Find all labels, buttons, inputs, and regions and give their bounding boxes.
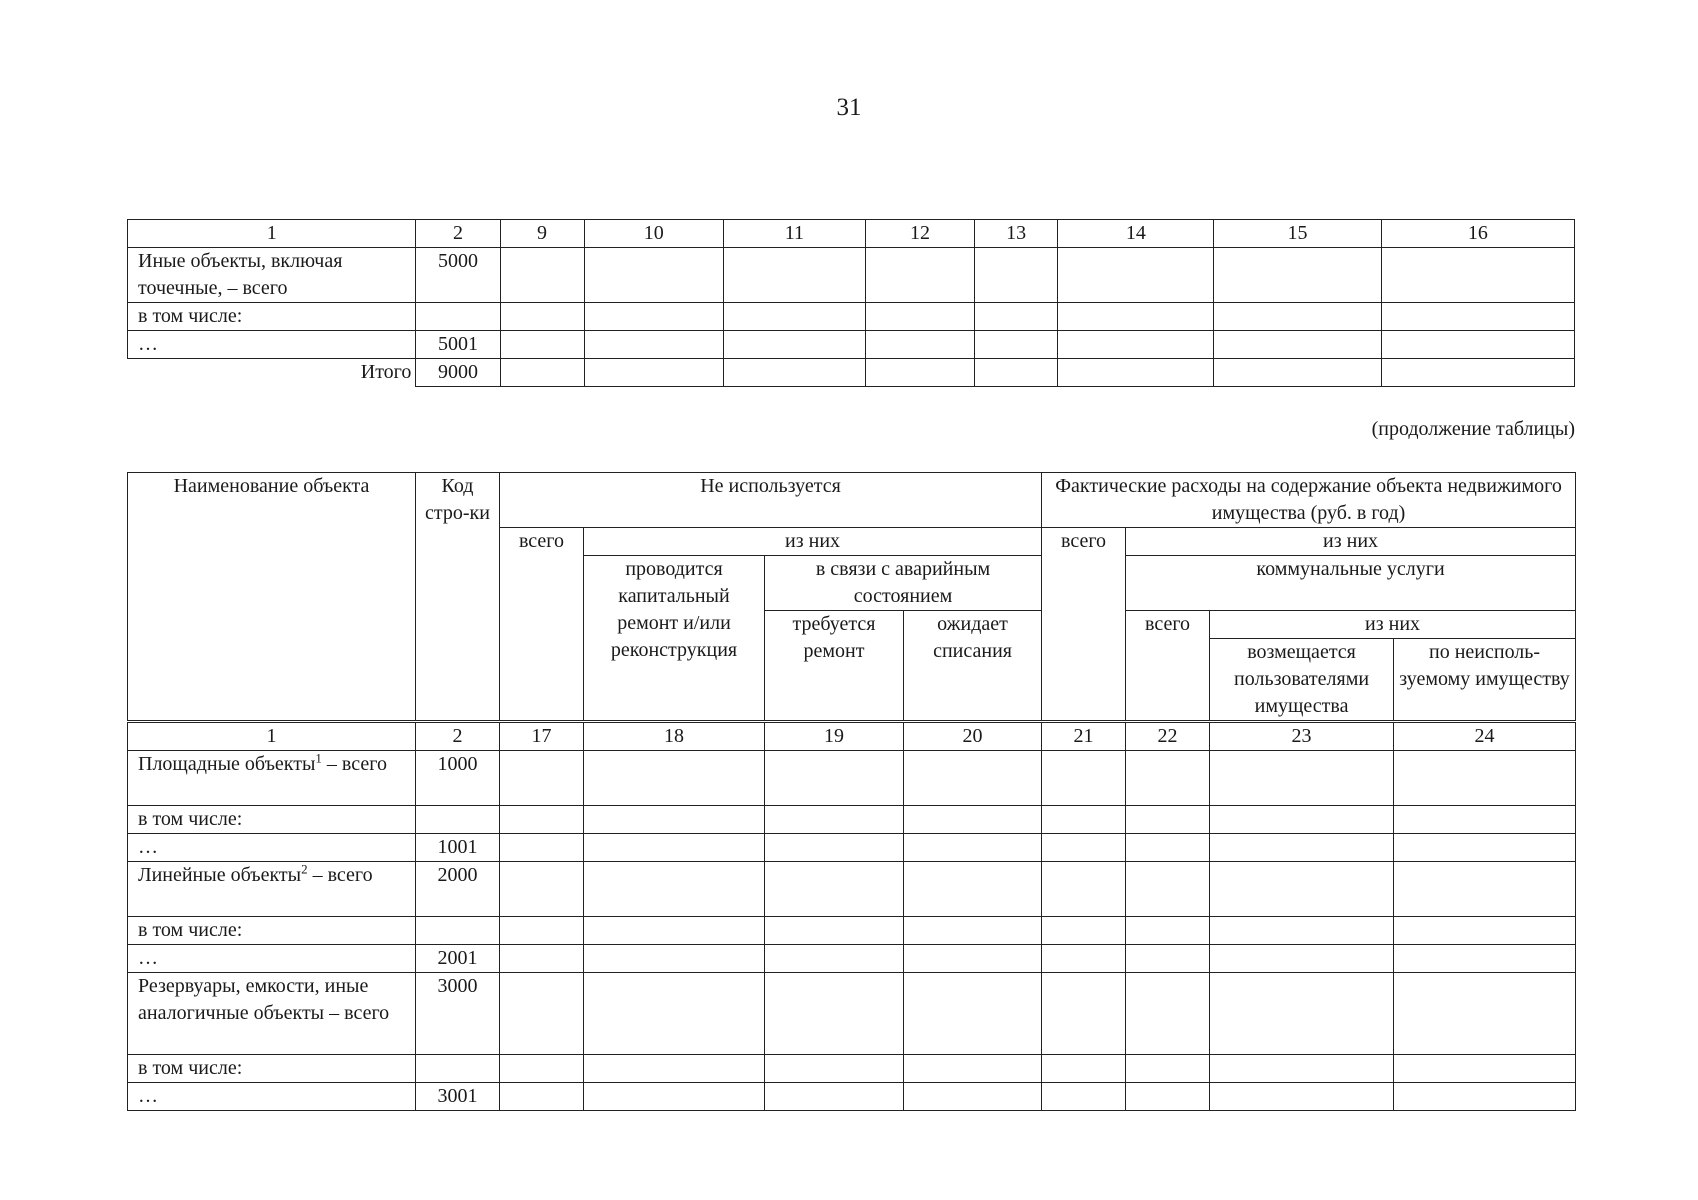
row-name: … (128, 834, 416, 862)
page-number: 31 (836, 94, 862, 121)
header-not-used: Не используется (500, 473, 1042, 528)
column-number: 17 (500, 722, 584, 751)
column-number: 13 (975, 220, 1058, 248)
header-actual-expenses: Фактические расходы на содержание объекта недвижимого имущества (руб. в год) (1042, 473, 1576, 528)
row-name: … (128, 1083, 416, 1111)
table-row (128, 806, 1576, 834)
header-repair-required: требуется ремонт (765, 611, 904, 722)
row-name: … (128, 331, 416, 359)
header-total: всего (500, 528, 584, 722)
header-unused-property: по неисполь-зуемому имуществу (1394, 639, 1576, 722)
table-row (128, 751, 1576, 806)
header-object-name: Наименование объекта (128, 473, 416, 722)
column-number: 12 (865, 220, 974, 248)
header-total: всего (1042, 528, 1126, 722)
row-name: в том числе: (128, 303, 416, 331)
header-of-them: из них (584, 528, 1042, 556)
column-number: 2 (416, 220, 500, 248)
column-number: 21 (1042, 722, 1126, 751)
row-code: 9000 (416, 359, 500, 387)
header-reimbursed: возмещается пользователями имущества (1210, 639, 1394, 722)
row-name: Иные объекты, включая точечные, – всего (128, 248, 416, 303)
header-utilities: коммунальные услуги (1126, 556, 1576, 611)
row-name: Площадные объекты$^1$ – всего (128, 751, 416, 806)
table-row (128, 331, 1575, 359)
header-awaiting-writeoff: ожидает списания (904, 611, 1042, 722)
column-number: 11 (723, 220, 865, 248)
column-number: 19 (765, 722, 904, 751)
row-name: в том числе: (128, 1055, 416, 1083)
column-number: 9 (500, 220, 584, 248)
table-row (128, 973, 1576, 1055)
row-code: 1001 (416, 834, 500, 862)
table-row (128, 917, 1576, 945)
row-code (416, 1055, 500, 1083)
column-number: 1 (128, 722, 416, 751)
column-number: 15 (1214, 220, 1381, 248)
column-number: 16 (1381, 220, 1574, 248)
table-row (128, 1083, 1576, 1111)
row-code (416, 806, 500, 834)
column-number: 14 (1058, 220, 1214, 248)
row-name: Линейные объекты$^2$ – всего (128, 862, 416, 917)
column-number: 24 (1394, 722, 1576, 751)
column-number-row (128, 722, 1576, 751)
row-name: в том числе: (128, 806, 416, 834)
row-code: 2000 (416, 862, 500, 917)
row-code: 5001 (416, 331, 500, 359)
table-row (128, 1055, 1576, 1083)
column-number: 23 (1210, 722, 1394, 751)
row-code (416, 303, 500, 331)
row-name: Резервуары, емкости, иные аналогичные объекты – всего (128, 973, 416, 1055)
table-row (128, 862, 1576, 917)
row-code (416, 917, 500, 945)
row-code: 5000 (416, 248, 500, 303)
header-emergency: в связи с аварийным состоянием (765, 556, 1042, 611)
continuation-label: (продолжение таблицы) (1371, 418, 1575, 440)
top-table (127, 219, 1575, 387)
main-table (127, 472, 1576, 1111)
column-number: 2 (416, 722, 500, 751)
column-number: 18 (584, 722, 765, 751)
column-number: 1 (128, 220, 416, 248)
row-code: 2001 (416, 945, 500, 973)
header-capital-repair: проводится капитальный ремонт и/или реконструкция (584, 556, 765, 722)
table-row (128, 248, 1575, 303)
table-row (128, 945, 1576, 973)
table-row-total (128, 359, 1575, 387)
column-number: 20 (904, 722, 1042, 751)
column-number: 22 (1126, 722, 1210, 751)
header-line-code: Код стро-ки (416, 473, 500, 722)
row-code: 3001 (416, 1083, 500, 1111)
row-code: 1000 (416, 751, 500, 806)
table-row (128, 834, 1576, 862)
total-label: Итого (128, 359, 416, 387)
header-of-them: из них (1210, 611, 1576, 639)
header-of-them: из них (1126, 528, 1576, 556)
row-code: 3000 (416, 973, 500, 1055)
row-name: в том числе: (128, 917, 416, 945)
column-number: 10 (584, 220, 723, 248)
table-row (128, 303, 1575, 331)
row-name: … (128, 945, 416, 973)
column-number-row (128, 220, 1575, 248)
header-total: всего (1126, 611, 1210, 722)
